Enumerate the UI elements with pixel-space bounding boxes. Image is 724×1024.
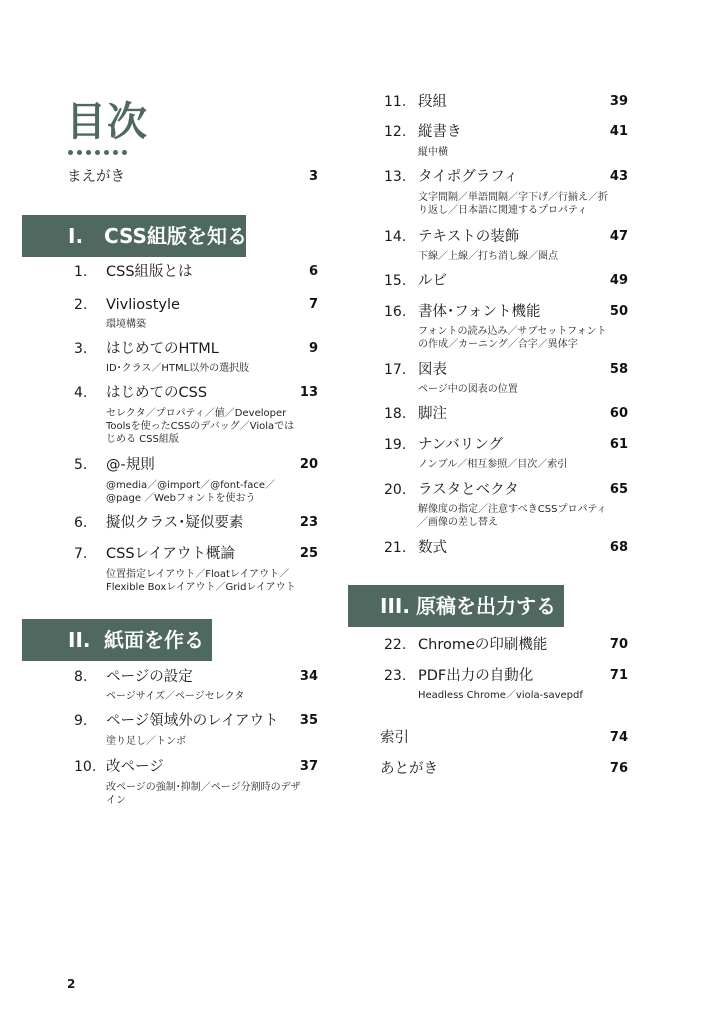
entry-title: 図表 [418,362,447,378]
entry-page: 3 [308,169,318,184]
entry-subtopics: セレクタ／プロパティ／値／Developer Toolsを使ったCSSのデバッグ／Violaではじめる CSS組版 [106,408,295,445]
entry-number: 21. [384,540,407,556]
part-title: 原稿を出力する [416,594,556,618]
part-title: CSS組版を知る [104,224,247,248]
entry-page: 74 [609,730,628,745]
entry-title: テキストの装飾 [418,229,520,245]
entry-subtopics: ページサイズ／ページセレクタ [106,691,245,702]
entry-number: 12. [384,124,407,140]
entry-page: 47 [609,229,628,244]
entry-subtopics: ページ中の図表の位置 [418,384,518,395]
entry-number: 9. [74,713,88,729]
entry-subtopics: 文字間隔／単語間隔／字下げ／行揃え／折り返し／日本語に関連するプロパティ [418,192,608,216]
entry-page: 7 [308,297,318,312]
entry-page: 9 [308,341,318,356]
entry-page: 41 [609,124,628,139]
entry-number: 18. [384,406,407,422]
entry-page: 39 [609,94,628,109]
entry-page: 13 [299,385,318,400]
entry-number: 6. [74,515,88,531]
entry-number: 3. [74,341,88,357]
entry-page: 20 [299,457,318,472]
entry-title: 脚注 [418,406,447,422]
entry-page: 35 [299,713,318,728]
entry-page: 6 [308,264,318,279]
entry-title: Vivliostyle [106,297,180,313]
entry-title: CSSレイアウト概論 [106,546,235,562]
entry-title: ルビ [418,273,447,289]
entry-number: 20. [384,482,407,498]
entry-title: はじめてのHTML [106,341,219,357]
entry-title: Chromeの印刷機能 [418,637,548,653]
entry-subtopics: Headless Chrome／viola-savepdf [418,690,583,701]
entry-title: @-規則 [106,457,155,473]
entry-title: 段組 [418,94,447,110]
entry-subtopics: ノンブル／相互参照／目次／索引 [418,459,568,470]
entry-number: 10. [74,759,97,775]
entry-subtopics: 環境構築 [106,319,146,330]
entry-title: ナンバリング [418,437,503,453]
entry-number: 4. [74,385,88,401]
entry-title: 書体･フォント機能 [418,304,541,320]
page-title: 目次 [66,99,148,145]
entry-number: 17. [384,362,407,378]
entry-number: 11. [384,94,407,110]
entry-title: はじめてのCSS [106,385,208,401]
entry-page: 50 [609,304,628,319]
entry-title: 擬似クラス･疑似要素 [106,515,244,531]
entry-page: 65 [609,482,628,497]
entry-title: あとがき [380,761,438,777]
entry-title: 縦書き [418,124,462,140]
entry-title: ページ領域外のレイアウト [106,713,279,729]
entry-title: 改ページ [106,759,164,775]
entry-title: CSS組版とは [106,264,193,280]
entry-page: 49 [609,273,628,288]
part-title: 紙面を作る [104,628,204,652]
entry-number: 1. [74,264,88,280]
entry-title: まえがき [67,169,125,185]
part-number: II. [68,628,91,652]
entry-page: 61 [609,437,628,452]
entry-page: 76 [609,761,628,776]
entry-page: 43 [609,169,628,184]
title-dots-decoration [68,150,127,155]
entry-subtopics: 改ページの強制･抑制／ページ分割時のデザイン [106,782,301,806]
entry-title: ラスタとベクタ [418,482,519,498]
entry-title: タイポグラフィ [418,169,519,185]
entry-page: 60 [609,406,628,421]
part-banner-2[interactable] [22,619,212,661]
entry-subtopics: 縦中横 [418,147,448,158]
part-banner-1[interactable] [22,215,246,257]
entry-number: 23. [384,668,407,684]
entry-title: 索引 [380,730,409,746]
entry-number: 2. [74,297,88,313]
entry-title: 数式 [418,540,447,556]
entry-number: 19. [384,437,407,453]
entry-page: 58 [609,362,628,377]
part-banner-3[interactable] [348,585,564,627]
entry-number: 14. [384,229,407,245]
entry-subtopics: 位置指定レイアウト／Floatレイアウト／ Flexible Boxレイアウト／Gridレイアウト [106,569,296,593]
entry-number: 8. [74,669,88,685]
entry-number: 15. [384,273,407,289]
entry-page: 25 [299,546,318,561]
entry-number: 13. [384,169,407,185]
entry-page: 23 [299,515,318,530]
entry-number: 22. [384,637,407,653]
entry-subtopics: 塗り足し／トンボ [106,736,186,747]
entry-title: PDF出力の自動化 [418,668,534,684]
page-number: 2 [67,977,76,991]
entry-page: 34 [299,669,318,684]
part-number: I. [68,224,84,248]
entry-subtopics: フォントの読み込み／サブセットフォントの作成／カーニング／合字／異体字 [418,326,607,350]
entry-subtopics: 下線／上線／打ち消し線／圏点 [418,251,558,262]
entry-subtopics: ID･クラス／HTML以外の選択肢 [106,363,250,374]
part-number: III. [380,594,410,618]
entry-subtopics: 解像度の指定／注意すべきCSSプロパティ ／画像の差し替え [418,504,607,528]
entry-number: 5. [74,457,88,473]
entry-number: 7. [74,546,88,562]
entry-number: 16. [384,304,407,320]
entry-page: 37 [299,759,318,774]
entry-page: 70 [609,637,628,652]
entry-subtopics: @media／@import／@font-face／@page ／Webフォントを使おう [106,480,275,504]
entry-page: 68 [609,540,628,555]
entry-title: ページの設定 [106,669,193,685]
entry-page: 71 [609,668,628,683]
